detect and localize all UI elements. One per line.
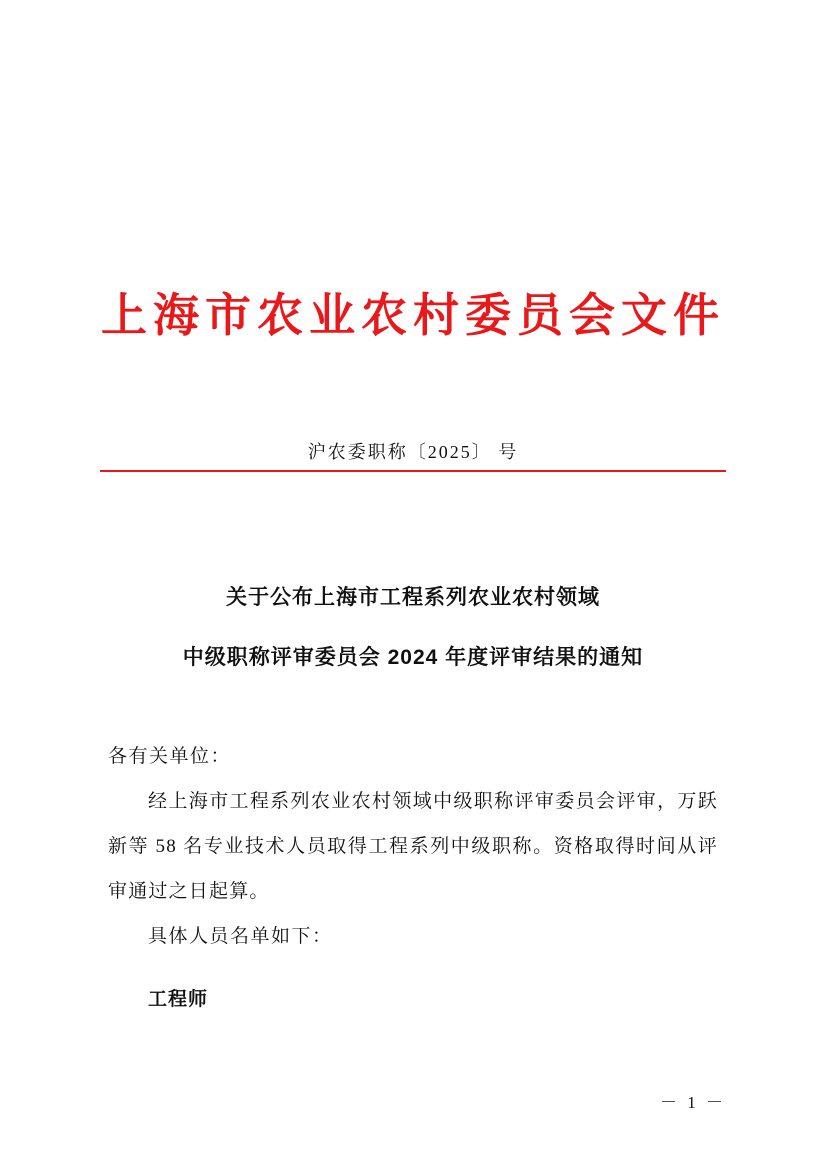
page-number: － 1 － (660, 1093, 726, 1112)
body-paragraph-1: 经上海市工程系列农业农村领域中级职称评审委员会评审，万跃新等 58 名专业技术人员取得工程系列中级职称。资格取得时间从评审通过之日起算。 (108, 791, 718, 902)
document-number: 沪农委职称〔2025〕 号 (307, 442, 519, 462)
red-horizontal-rule (100, 470, 726, 472)
document-title (0, 568, 826, 688)
document-title-line-1: 关于公布上海市工程系列农业农村领域 (226, 586, 600, 609)
salutation: 各有关单位： (108, 746, 232, 767)
document-masthead: 上海市农业农村委员会文件 (101, 290, 725, 341)
body-paragraph-2: 具体人员名单如下： (148, 926, 333, 947)
document-title-line-2: 中级职称评审委员会 2024 年度评审结果的通知 (182, 646, 644, 669)
section-subheading: 工程师 (148, 989, 209, 1010)
document-body (108, 734, 718, 1022)
